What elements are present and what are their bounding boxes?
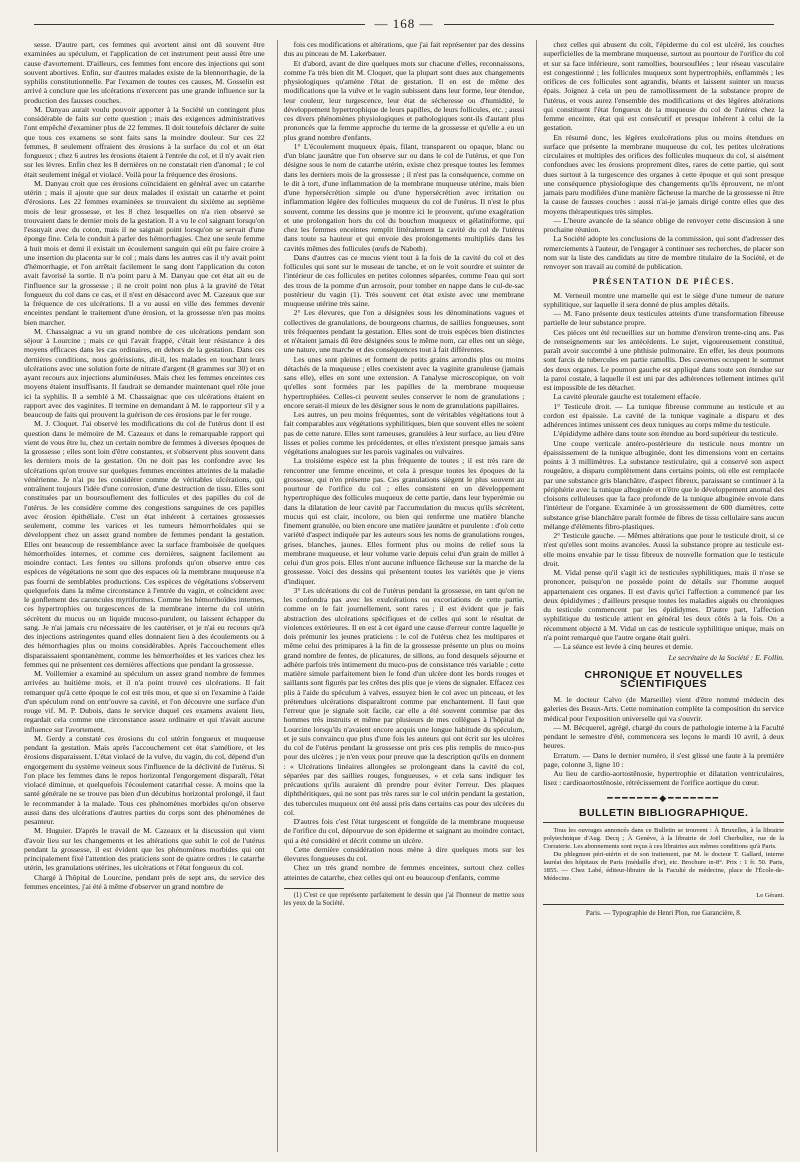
paragraph: La troisième espèce est la plus fréquente de toutes ; il est très rare de rencontrer une femme enceinte, et cela à presque toutes les époques de la grossesse, qui n'en présente pas. Ces granulations siègent le plus souvent au pourtour de l'orifice du col ; elles consistent en un développement hypertrophique des follicules muqueux de cette partie, dans leur hyperémie ou dans la dilatation de leur cavité par l'accumulation du mucus qu'ils sécrètent, mucus qui est clair, incolore, ou bien qui renferme une matière blanche finement granulée, ou bien encore une matière jaunâtre et purulente : d'où cette variété d'aspect indiquée par les auteurs sous les noms de granulations rouges, grises, blanches, jaunes. Elles forment plus ou moins de relief sous la membrane muqueuse, et leur volume varie depuis celui d'un grain de millet à celui d'un gros pois. Elles n'ont aucune influence fâcheuse sur la marche de la grossesse. Voici des dessins qui présentent toutes les variétés que je viens d'indiquer. <box>283 456 525 586</box>
secretary-signature: Le secrétaire de la Société : E. Follin. <box>668 653 785 663</box>
paragraph: 1° Testicule droit. — La tunique fibreuse commune au testicule et au cordon est épaissie. La cavité de la tunique vaginale a disparu et des adhérences intimes unissent ces deux tuniques au corps même du testicule. <box>543 401 785 429</box>
paragraph: Cette dernière considération nous mène à dire quelques mots sur les élevures fongueuses du col. <box>283 844 525 863</box>
paragraph: M. Chassaignac a vu un grand nombre de ces ulcérations pendant son séjour à Lourcine ; mais ce qui l'avait frappé, c'était leur résistance à des moyens efficaces dans les cas ordinaires, en dehors de la gestation. Dans ces dernières conditions, nous guérissions, dit-il, les malades en touchant leurs ulcérations avec une solution forte de nitrate d'argent (8 grammes sur 30) et en ayant recours aux injections aluminéuses. Mais chez les femmes enceintes ces moyens étaient insuffisants. Il faudrait se demander maintenant quel rôle joue ici la syphilis. Il a semblé à M. Chassaignac que ces ulcérations étaient en rapport avec des vaginites. Il termine en demandant à M. le rapporteur s'il y a beaucoup de faits qui prouvent la guérison de ces érosions par le fer rouge. <box>24 326 265 419</box>
section-title-bulletin: BULLETIN BIBLIOGRAPHIQUE. <box>578 806 749 819</box>
column-3 <box>536 40 784 1152</box>
paragraph: — M. Fano présente deux testicules atteints d'une transformation fibreuse partielle de leur substance propre. <box>543 309 785 328</box>
paragraph: La Société adopte les conclusions de la commission, qui sont d'adresser des remerciements à l'auteur, de l'engager à continuer ses recherches, de placer son nom sur la liste des candidats au titre de membre titulaire de la Société, et de renvoyer son travail au comité de publication. <box>543 234 785 271</box>
footnote: (1) C'est ce que représente parfaitement le dessin que j'ai l'honneur de mettre sous les yeux de la Société. <box>283 891 525 907</box>
paragraph: — L'heure avancée de la séance oblige de renvoyer cette discussion à une prochaine réunion. <box>543 215 785 234</box>
paragraph: fois ces modifications et altérations, que j'ai fait représenter par des dessins dus au pinceau de M. Lakerbauer. <box>283 40 525 59</box>
paragraph: Chez un très grand nombre de femmes enceintes, surtout chez celles atteintes de catarrhe, chez celles qui ont eu beaucoup d'enfants, comme <box>283 863 525 882</box>
paragraph: Et d'abord, avant de dire quelques mots sur chacune d'elles, reconnaissons, comme l'a très bien dit M. Cloquet, que la plupart sont dues aux changements physiologiques qu'amène l'état de gestation. Il en est de même des modifications que la vulve et le vagin subissent dans leur forme, leur étendue, leur couleur, leur turgescence, leur état de sécheresse ou d'humidité, le développement hypertrophique de leurs papilles, de leurs follicules, etc. ; aussi ces divers phénomènes physiologiques et pathologiques sont-ils d'autant plus prononcés que la femme approche du terme de la grossesse et qu'elle a eu un plus grand nombre d'enfants. <box>283 58 525 142</box>
paragraph: M. Gerdy a constaté ces érosions du col utérin fongueux et muqueuse pendant la gestation. Mais après l'accouchement cet état s'améliore, et les érosions disparaissent. L'état violacé de la vulve, du vagin, du col, dépend d'un engorgement du système veineux sous l'influence de la déclivité de l'utérus. Si l'on place les femmes dans le repos horizontal l'engorgement disparaît, l'état violacé diminue, et quelquefois l'écoulement catarrhal cesse. A moins que la santé générale ne se trouve pas bien d'un décubitus horizontal prolongé, il faut le recommander à la malade. Tous ces phénomènes morbides qu'on observe aussi dans des ulcérations d'autres parties du corps sont des phénomènes de pesanteur. <box>24 733 265 826</box>
paragraph: 2° Les élevures, que l'on a désignées sous les dénominations vagues et collectives de granulations, de bourgeons charnus, de saillies fongueuses, sont très fréquentes pendant la gestation. Elles sont de trois espèces bien distinctes et n'étaient jamais dû être désignées sous le même nom, car elles ont un siège, une nature, une marche et des conséquences tout à fait différentes. <box>283 308 525 355</box>
paragraph: 1° L'écoulement muqueux épais, filant, transparent ou opaque, blanc ou d'un blanc jaunâtre que l'on observe sur ou dans le col de l'utérus, et que l'on désigne sous le nom de catarrhe utérin, existe chez presque toutes les femmes dans les derniers mois de la grossesse ; il n'est pas la conséquence, comme on le dit à tort, d'une inflammation de la membrane muqueuse utérine, mais bien d'une hypersécrétion simple ou d'une hypersécrétion avec irritation ou inflammation légère des follicules muqueux du col de l'utérus. Il n'est le plus souvent, comme les dessins que je montre ici le prouvent, qu'une exagération et une prolongation hors du col du bouchon muqueux et gélatiniforme, qui chez les femmes enceintes remplit littéralement la cavité du col de l'utérus dans toute sa hauteur et qui envoie des prolongements multipliés dans les cavités mêmes des follicules (œufs de Naboth). <box>283 141 525 253</box>
page-number: — 168 — <box>24 12 784 36</box>
paragraph: M. Vidal pense qu'il s'agit ici de testicules syphilitiques, mais il n'ose se prononcer, puisqu'on ne possède point de détails sur l'homme auquel appartenaient ces organes. Il est d'avis qu'ici l'affection a commencé par les deux épididymes ; d'ailleurs presque toutes les maladies aiguës ou chroniques du testicule commencent par les épididymes. D'autre part, l'affection syphilitique du testicule attient en général les deux côtés à la fois. On a récemment objecté à M. Vidal un cas de testicule syphilitique unique, mais on n'a point remarqué que l'autre organe était guéri. <box>543 568 785 642</box>
section-title-chronicle: CHRONIQUE ET NOUVELLES SCIENTIFIQUES <box>584 668 743 690</box>
printer-line: Paris. — Typographie de Henri Plon, rue Garancière, 8. <box>585 909 742 918</box>
columns <box>24 40 784 1152</box>
paragraph: Erratum. — Dans le dernier numéro, il s'est glissé une faute à la première page, colonne 3, ligne 10 : <box>543 750 785 769</box>
rule-divider <box>543 822 784 823</box>
paragraph: Au lieu de cardio-aortostênosie, hypertrophie et dilatation ventriculaires, lisez : cardioaortostênosie, rétrécissement de l'orifice aortique du cœur. <box>543 769 785 788</box>
paragraph: M. Danyau croit que ces érosions coïncidaient en général avec un catarrhe utérin ; mais il ajoute que sur deux malades il existait un catarrhe et point d'érosions. Les 22 femmes examinées se trouvaient du sixième au septième mois de leur grossesse, et les 8 chez lesquelles on n'a rien observé se trouvaient dans le dernier mois de la gestation. Il a vu le col saignant lorsqu'on l'essuyait avec du coton, mais il ne saignait point lorsqu'on se servait d'une éponge fine. Cela le conduit à parler des hémorrhagies. Chez une seule femme à huit mois et demi il existait un écoulement sanguin qui eût pu faire croire à une insertion du placenta sur le col ; mais dans les autres cas il n'y avait point d'hémorrhagie, et l'on arrêtait facilement le sang dont l'application du coton avait favorisé la sortie. Il n'a point paru à M. Danyau que cet état ait eu de l'influence sur la grossesse ; il ne croit point non plus à la gravité de l'état fongueux du col dans ce cas, et il n'est en désaccord avec M. Cazeaux que sur la fréquence de ces ulcérations. Il a vu aussi en ville des femmes devenir enceintes pendant le traitement d'une érosion, et la grossesse n'en pas moins bien marcher. <box>24 178 265 327</box>
column-1 <box>24 40 265 1152</box>
bulletin-item: Du phlegmon péri-utérin et de son traitement, par M. le docteur T. Gallard, interne lauréat des hôpitaux de Paris (médaille d'or), etc. Brochure in-8°. Prix : 1 fr. 50. Paris, 1855. — Chez Labé, éditeur-libraire de la Faculté de médecine, place de l'École-de-Médecine. <box>543 851 785 882</box>
paragraph: Chargé à l'hôpital de Lourcine, pendant près de sept ans, du service des femmes enceintes, j'ai été à même d'observer un grand nombre de <box>24 872 265 891</box>
paragraph: chez celles qui abusent du coït, l'épiderme du col est ulcéré, les couches superficielles de la membrane muqueuse, surtout au pourtour de l'orifice du col et sur sa face inférieure, sont ramollies, boursouflées ; leur réseau vasculaire est congestionné ; les follicules muqueux sont hypertrophiés, enflammés ; les orifices de ces follicules sont agrandis, béants et laissent suinter un mucus épais. Joignez à cela un peu de ramollissement de la substance propre de l'utérus, et vous aurez l'ensemble des modifications et des légères altérations qui constituent l'état fongueux de la muqueuse du col de l'utérus chez la femme enceinte, état qui est consécutif et presque inhérent à celui de la gestation. <box>543 40 785 133</box>
paragraph: D'autres fois c'est l'état turgescent et fongoïde de la membrane muqueuse de l'orifice du col, dépourvue de son épiderme et saignant au moindre contact, qui a été considéré et décrit comme un ulcère. <box>283 817 525 845</box>
paragraph: Une coupe verticale antéro-postérieure du testicule nous montre un épaississement de la tunique albuginée, dont les dimensions vont en certains points à 3 millimètres. La substance testiculaire, qui a conservé son aspect rougeâtre, a disparu complètement dans certains points, où elle est remplacée par une substance gris blanchâtre, d'aspect fibreux, paraissant se continuer à la périphérie avec la tunique albuginée et n'être que le développement anomal des cloisons celluleuses que la face profonde de la tunique albuginée envoie dans l'intérieur de l'organe. Examinée à un grossissement de 600 diamètres, cette substance grise blanchâtre paraît formée de fibres de tissu cellulaire sans aucun mélange d'éléments fibro-plastiques. <box>543 438 785 531</box>
section-title-presentation: PRÉSENTATION DE PIÈCES. <box>592 277 735 287</box>
bulletin-item: Tous les ouvrages annoncés dans ce Bulletin se trouvent : À Bruxelles, à la librairie polytechnique d'Aug. Decq ; À Genève, à la librairie de Joël Cherbuliez, rue de la Corraterie. Les abonnements sont reçus à ces librairies aux mêmes conditions qu'à Paris. <box>543 827 785 850</box>
paragraph: sesse. D'autre part, ces femmes qui avortent ainsi ont dû souvent être examinées au spéculum, et l'application de cet instrument peut aussi être une cause d'avortement. D'ailleurs, ces femmes font encore des injections qui sont souvent abortives. Enfin, sur d'autres malades existe de la blennorrhagie, de la syphilis constitutionnelle. Par l'examen de toutes ces causes, M. Gosselin est arrivé à conclure que les ulcérations n'exercent pas une grande influence sur la production des fausses couches. <box>24 40 265 105</box>
paragraph: M. Verneuil montre une mamelle qui est le siège d'une tumeur de nature syphilitique, sur laquelle il sera donné de plus amples détails. <box>543 290 785 309</box>
paragraph: M. J. Cloquet. J'ai observé les modifications du col de l'utérus dont il est question dans le mémoire de M. Cazeaux et dans le remarquable rapport qui vient de vous être lu, chez un certain nombre de femmes à diverses époques de la grossesse ; elles sont loin d'être constantes, et s'observent plus souvent dans les derniers mois de la gestation. On ne doit pas les confondre avec les ulcérations qu'on trouve sur quelques femmes enceintes atteintes de la maladie vénérienne. Je n'ai pu les considérer comme de véritables ulcérations, qui entraînent toujours l'idée d'une corrosion, d'une destruction de tissu. Elles sont constituées par un boursouflement des follicules et des papilles du col de l'utérus. Je les considère comme des congestions sanguines de ces papilles avec érosion épithéliale. C'est un état inhérent à certaines grossesses seulement, comme les varices et les tumeurs hémorrhoïdales qui se développent chez un assez grand nombre de femmes pendant la gestation. Elles ont beaucoup de ressemblance avec la surface framboisée de quelques hémorrhoïdes internes, et comme ces dernières, saignent facilement au moindre contact. Les fentes ou sillons profonds qu'on observe entre ces espèces de végétations ne sont que des espaces où la membrane muqueuse n'a pas fourni de semblables productions. Ces espèces de végétations s'observent quelquefois dans la même circonstance à l'entrée du vagin, et coïncident avec le gonflement des caroncules myrtiformes. Comme les hémorrhoïdes internes, ces hypertrophies ou turgescences de la membrane interne du col utérin sécrètent du mucus ou un liquide mucoso-purulent, ou laissent échapper du sang. Je n'ai jamais cru nécessaire de les cautériser, et je n'ai eu recours qu'à des injections astringentes quand elles donnaient lieu à des écoulements ou à des hémorrhagies plus ou moins considérables. Après l'accouchement elles disparaissaient spontanément, comme les hémorrhoïdes et les varices chez les femmes qui ne présentent ces dernières affections que pendant la grossesse. <box>24 419 265 669</box>
paragraph: M. Huguier. D'après le travail de M. Cazeaux et la discussion qui vient d'avoir lieu sur les changements et les altérations que subit le col de l'utérus pendant la grossesse, il est évident que les phénomènes morbides qui ont principalement fixé l'attention des praticiens sont de quatre ordres : le catarrhe utérin, les granulations utérines, les ulcérations et l'état fongueux du col. <box>24 826 265 873</box>
ornament-divider: ━━━━━━━◆━━━━━━━ <box>607 792 721 803</box>
column-2 <box>277 40 525 1152</box>
gerant-label: Le Gérant. <box>756 892 785 899</box>
paragraph: L'épididyme adhère dans toute son étendue au bord supérieur du testicule. <box>553 429 779 439</box>
footnote-divider <box>284 888 344 889</box>
paragraph: 2° Testicule gauche. — Mêmes altérations que pour le testicule droit, si ce n'est qu'elles sont moins avancées. Aussi la substance propre au testicule est-elle moins envahie par le tissu fibreux de nouvelle formation que le testicule droit. <box>543 531 785 568</box>
paragraph: M. le docteur Calvo (de Marseille) vient d'être nommé médecin des galeries des Beaux-Arts. Cette nomination complète la composition du service médical pour l'exposition universelle qui va s'ouvrir. <box>543 695 785 723</box>
paragraph: En résumé donc, les légères exulcérations plus ou moins étendues en surface que présente la membrane muqueuse du col, les petites ulcérations circulaires et multiples des orifices des follicules muqueux du col, si aisément confondues avec les érosions proprement dites, rares de cette partie, qui sont dues surtout à la turgescence des organes à cette époque et qui sont presque une conséquence physiologique des changements qu'ils éprouvent, ne m'ont jamais paru modifiées d'une manière fâcheuse la marche de la grossesse ni être la cause de fausses couches : aussi n'ai-je jamais dirigé contre elles que des moyens thérapeutiques très simples. <box>543 132 785 216</box>
paragraph: La cavité pleurale gauche est totalement effacée. <box>553 392 701 402</box>
paragraph: Les unes sont pleines et forment de petits grains arrondis plus ou moins détachés de la muqueuse ; elles coexistent avec la vaginite granuleuse (jamais sans elle), elles en sont une extension. A l'analyse microscopique, on voit qu'elles sont formées par les papilles de la membrane muqueuse hypertrophiées. Celles-ci peuvent seules conserver le nom de granulations ; encore serait-il mieux de les désigner sous le nom de granulations papillaires. <box>283 354 525 410</box>
paragraph: M. Danyau aurait voulu pouvoir apporter à la Société un contingent plus considérable de faits sur cette question ; mais des exigences administratives l'ont empêché d'examiner plus de 22 femmes. Il doit toutefois déclarer de suite que tous ces examens se sont faits sans la moindre douleur. Sur ces 22 femmes, 8 seulement offraient des érosions à la surface du col et un état fongueux ; chez 6 autres les érosions étaient à l'entrée du col, et il n'y avait rien sur les lèvres. Enfin chez les 8 dernières on ne constatait rien d'anomal ; le col était seulement inégal et violacé. Voilà pour la fréquence des érosions. <box>24 104 265 179</box>
paragraph: 3° Les ulcérations du col de l'utérus pendant la grossesse, en tant qu'on ne les confondra pas avec les exulcérations ou excoriations de cette partie, comme on le fait journellement, sont rares ; il est évident que je fais abstraction des ulcérations spécifiques et de celles qui sont le résultat de violences extérieures. Il en est à cet égard une cause d'erreur contre laquelle je dois prémunir les jeunes praticiens : le col de l'utérus chez les multipares et même celui des primipares à la fin de la grossesse présente un plus ou moins grand nombre de fentes, de plicatures, de sillons, au fond desquels séjourne et adhère parfois très intimement du muco-pus de consistance très variable ; cette matière simule parfaitement bien le fond d'un ulcère dont les bords rouges et saillants sont figurés par les crêtes des plis que je viens de signaler. Effacez ces plis à l'aide du spéculum à valves, essuyez bien le col avec un pinceau, et les prétendues ulcérations disparaîtront comme par enchantement. Il faut que l'erreur que je signale soit facile, car elle a été souvent commise par des hommes très instruits et même par plusieurs de mes collègues à l'hôpital de Lourcine lorsqu'ils n'avaient encore acquis une longue habitude du spéculum, et je suis convaincu que plus d'une fois les auteurs qui ont écrit sur les ulcères du col de l'utérus pendant la grossesse ont pris ces plis remplis de muco-pus pour des ulcères ; je n'en veux pour preuve que la description qu'ils en donnent : « Ulcérations linéaires allongées se prolongeant dans la cavité du col, séparées par des saillies rouges, fongueuses, » et cela sans indiquer les précautions qu'ils auraient dû prendre pour éviter l'erreur. Des plaques diphthéritiques, qui ne sont pas très rares sur le col utérin pendant la gestation, des tubercules muqueux ont été aussi pris dans certains cas pour des ulcères du col. <box>283 585 525 817</box>
paragraph: M. Voillemier a examiné au spéculum un assez grand nombre de femmes arrivées au huitième mois, et il n'a point trouvé ces ulcérations. Il fait remarquer qu'à cette époque le col est très mou, et que si on l'examine à l'aide d'un spéculum rond on entr'ouvre sa cavité, et l'on découvre une surface d'un rouge vif. M. P. Dubois, dans le service duquel ces examens avaient lieu, regardait cela comme une circonstance assez ordinaire et qui n'avait aucune influence sur l'avortement. <box>24 669 265 734</box>
paragraph: Ces pièces ont été recueillies sur un homme d'environ trente-cinq ans. Pas de renseignements sur les antécédents. Le sujet, vigoureusement constitué, paraît avoir succombé à une phthisie pulmonaire. En effet, les deux poumons sont farcis de tubercules en partie ramollis. Des cavernes occupent le sommet des deux organes. Le poumon gauche est appliqué dans toute son étendue sur la paroi costale, à laquelle il est uni par des adhérences tellement intimes qu'il est impossible de les détacher. <box>543 327 785 392</box>
paragraph: — M. Bécquerel, agrégé, chargé du cours de pathologie interne à la Faculté pendant le semestre d'été, commencera ses leçons le mardi 10 avril, à deux heures. <box>543 722 785 751</box>
rule-divider <box>543 904 784 905</box>
paragraph: Les autres, un peu moins fréquentes, sont de véritables végétations tout à fait comparables aux végétations syphilitiques, bien que souvent elles ne soient pas de cette nature. Elles sont rameuses, granulées à leur surface, au lieu d'être lisses et polies comme les précédentes, et elles n'existent presque jamais sans végétations analogues sur les parois vaginales ou vulvaires. <box>283 410 525 456</box>
paragraph: Dans d'autres cas ce mucus vient tout à la fois de la cavité du col et des follicules qui sont sur le museau de tanche, et on le voit sourdre et suinter de l'intérieur de ces follicules en petites colonnes séparées, comme l'eau qui sort des trous de la pomme d'un arrosoir, pour tomber en nappe dans le cul-de-sac postérieur du vagin (1). Très souvent cet état existe avec une membrane muqueuse utérine très saine. <box>283 252 525 308</box>
paragraph: — La séance est levée à cinq heures et demie. <box>553 642 693 651</box>
